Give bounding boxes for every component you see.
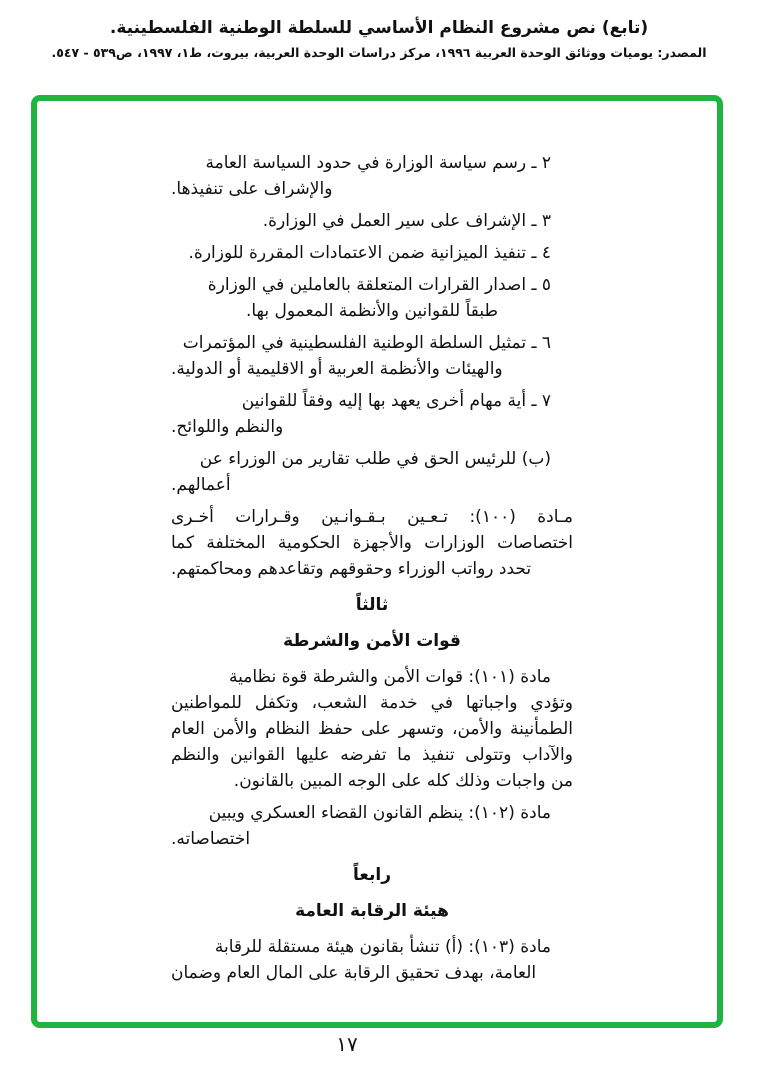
section-heading <box>171 592 573 618</box>
text-line: وتؤدي واجباتها في خدمة الشعب، وتكفل للمواطنين <box>171 693 573 713</box>
paragraph <box>171 240 573 266</box>
text-line: هيئة الرقابة العامة <box>295 901 449 921</box>
text-line: من واجبات وذلك كله على الوجه المبين بالقانون. <box>233 771 573 791</box>
section-heading <box>171 862 573 888</box>
paragraph <box>171 150 573 202</box>
text-line: ٢ ـ رسم سياسة الوزارة في حدود السياسة العامة <box>205 153 551 173</box>
text-line: ٥ ـ اصدار القرارات المتعلقة بالعاملين في الوزارة <box>207 275 551 295</box>
text-line: والنظم واللوائح. <box>171 417 284 437</box>
text-line: مادة (١٠٢): ينظم القانون القضاء العسكري ويبين <box>208 803 551 823</box>
paragraph <box>171 272 573 324</box>
page-header <box>0 18 758 60</box>
text-line: مادة (١٠٣): (أ) تنشأ بقانون هيئة مستقلة للرقابة <box>214 937 551 957</box>
text-line: ثالثاً <box>355 595 389 615</box>
text-line: قوات الأمن والشرطة <box>283 631 461 651</box>
paragraph <box>171 664 573 794</box>
text-line: تحدد رواتب الوزراء وحقوقهم وتقاعدهم ومحاكمتهم. <box>171 559 532 579</box>
paragraph <box>171 388 573 440</box>
source-citation: المصدر: يوميات ووثائق الوحدة العربية ١٩٩٦، مركز دراسات الوحدة العربية، بيروت، ط١، ١٩٩٧، ص٥٣٩ - ٥٤٧. <box>51 45 707 60</box>
section-heading <box>171 628 573 654</box>
text-line: ٧ ـ أية مهام أخرى يعهد بها إليه وفقاً للقوانين <box>241 391 551 411</box>
text-line: اختصاصات الوزارات والأجهزة الحكومية المختلفة كما <box>171 533 573 553</box>
text-line: مادة (١٠١): قوات الأمن والشرطة قوة نظامية <box>228 667 551 687</box>
paragraph <box>171 934 573 986</box>
text-line: العامة، بهدف تحقيق الرقابة على المال العام وضمان <box>171 963 537 983</box>
text-line: والآداب وتتولى تنفيذ ما تفرضه عليها القوانين والنظم <box>171 745 573 765</box>
text-line: رابعاً <box>353 865 391 885</box>
text-line: أعمالهم. <box>171 475 231 495</box>
text-line: الطمأنينة والأمن، وتسهر على حفظ النظام والأمن العام <box>171 719 573 739</box>
text-line: طبقاً للقوانين والأنظمة المعمول بها. <box>245 301 499 321</box>
document-body <box>171 150 573 992</box>
text-line: والإشراف على تنفيذها. <box>171 179 333 199</box>
paragraph <box>171 800 573 852</box>
text-line: مـادة (١٠٠): تـعـين بـقـوانـين وقـرارات أخـرى <box>171 507 574 527</box>
text-line: اختصاصاته. <box>171 829 251 849</box>
document-title: (تابع) نص مشروع النظام الأساسي للسلطة الوطنية الفلسطينية. <box>109 18 649 38</box>
document-frame <box>31 95 723 1028</box>
paragraph <box>171 504 573 582</box>
paragraph <box>171 330 573 382</box>
text-line: (ب) للرئيس الحق في طلب تقارير من الوزراء عن <box>199 449 551 469</box>
paragraph <box>171 208 573 234</box>
text-line: والهيئات والأنظمة العربية أو الاقليمية أو الدولية. <box>171 359 503 379</box>
text-line: ٦ ـ تمثيل السلطة الوطنية الفلسطينية في المؤتمرات <box>182 333 551 353</box>
text-line: ٤ ـ تنفيذ الميزانية ضمن الاعتمادات المقررة للوزارة. <box>188 243 551 263</box>
text-line: ٣ ـ الإشراف على سير العمل في الوزارة. <box>262 211 551 231</box>
paragraph <box>171 446 573 498</box>
page-number: ١٧ <box>336 1032 358 1056</box>
section-heading <box>171 898 573 924</box>
